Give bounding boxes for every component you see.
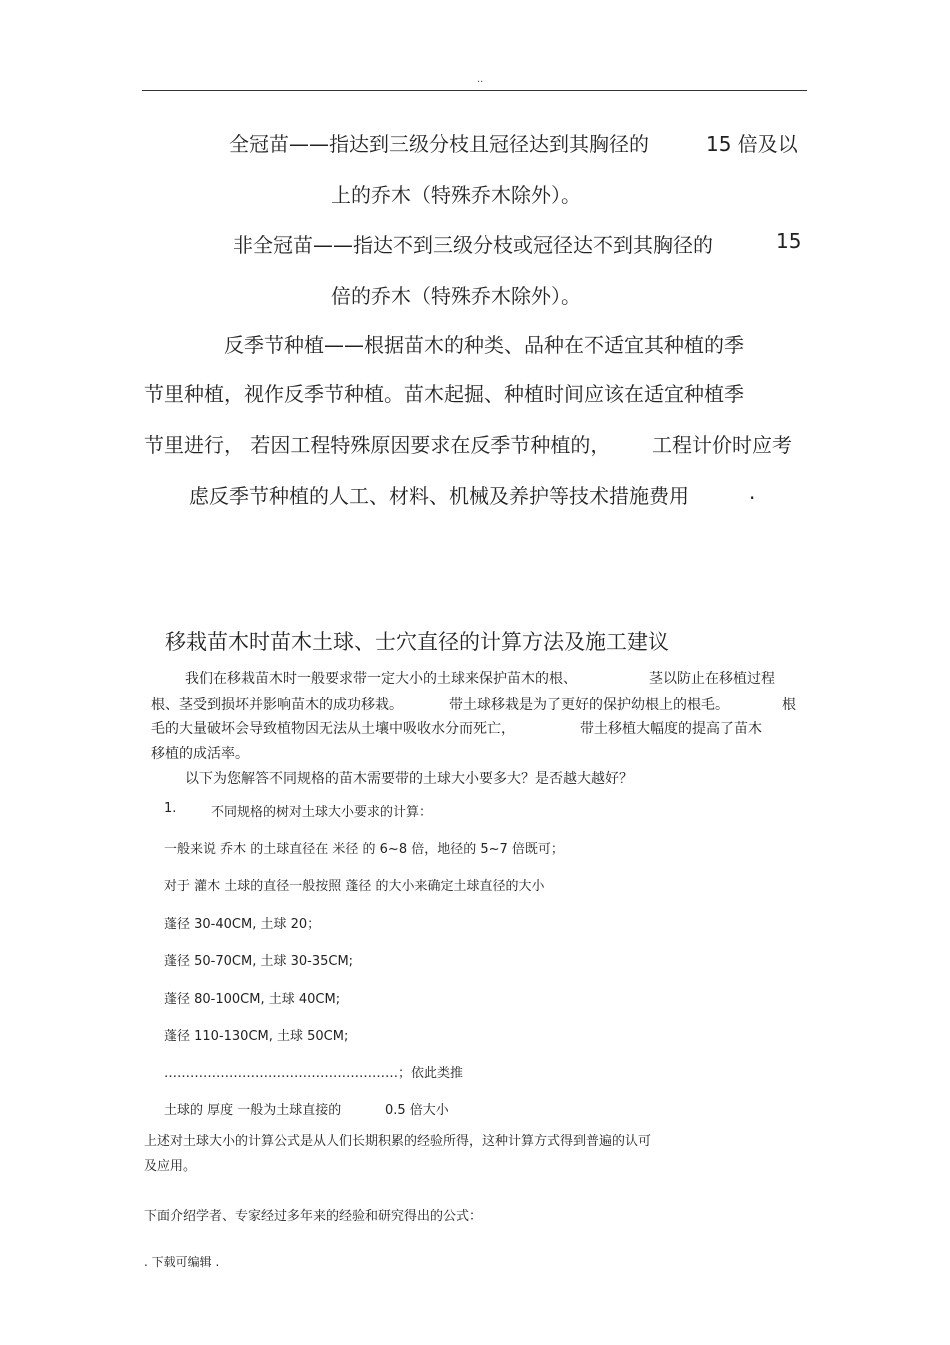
paragraph-line: 移植的成活率。 — [151, 746, 249, 762]
non-full-crown-def: 非全冠苗——指达不到三级分枝或冠径达不到其胸径的 — [233, 233, 713, 257]
full-crown-def: 全冠苗——指达到三级分枝且冠径达到其胸径的 — [229, 132, 649, 156]
paragraph-line: 毛的大量破坏会导致植物因无法从土壤中吸收水分而死亡， — [151, 721, 515, 737]
paragraph-line: 根、茎受到损坏并影响苗木的成功移栽。 — [151, 697, 403, 713]
etc-line: ………………………………………………；依此类推 — [164, 1066, 464, 1081]
full-crown-def-cont: 上的乔木（特殊乔木除外）。 — [331, 183, 581, 207]
shrub-rule-line: 对于 灌木 土球的直径一般按照 蓬径 的大小来确定土球直径的大小 — [164, 879, 545, 894]
paragraph-line: 根 — [782, 697, 796, 713]
thickness-value: 0.5 倍大小 — [385, 1103, 449, 1118]
list-item-text: 不同规格的树对土球大小要求的计算： — [211, 805, 433, 820]
size-row: 蓬径 50-70CM, 土球 30-35CM; — [164, 954, 354, 969]
header-rule — [142, 90, 807, 91]
offseason-def-line1: 反季节种植——根据苗木的种类、品种在不适宜其种植的季 — [224, 333, 744, 357]
paragraph-line: 茎以防止在移植过程 — [649, 671, 775, 687]
paragraph-line: 带土球移栽是为了更好的保护幼根上的根毛。 — [449, 697, 729, 713]
size-row: 蓬径 110-130CM, 土球 50CM; — [164, 1029, 349, 1044]
full-crown-def-value: 15 倍及以 — [706, 132, 798, 156]
summary-line: 及应用。 — [144, 1159, 197, 1174]
offseason-def-line4-end: . — [749, 480, 756, 504]
offseason-def-line3-end: 工程计价时应考 — [652, 433, 792, 457]
size-row: 蓬径 80-100CM, 土球 40CM; — [164, 992, 341, 1007]
question-line: 以下为您解答不同规格的苗木需要带的土球大小要多大？是否越大越好？ — [185, 771, 633, 787]
list-item-number: 1. — [164, 801, 177, 816]
summary-line: 上述对土球大小的计算公式是从人们长期积累的经验所得，这种计算方式得到普遍的认可 — [144, 1134, 652, 1149]
offseason-def-line2: 节里种植，视作反季节种植。苗木起掘、种植时间应该在适宜种植季 — [144, 382, 744, 406]
section-title: 移栽苗木时苗木土球、士穴直径的计算方法及施工建议 — [165, 630, 669, 654]
formula-intro: 下面介绍学者、专家经过多年来的经验和研究得出的公式： — [144, 1209, 483, 1224]
paragraph-line: 我们在移栽苗木时一般要求带一定大小的土球来保护苗木的根、 — [185, 671, 577, 687]
header-dots: .. — [477, 74, 484, 85]
footer-text: . 下载可编辑 . — [144, 1255, 220, 1269]
offseason-def-line3: 节里进行， 若因工程特殊原因要求在反季节种植的， — [144, 433, 611, 457]
size-row: 蓬径 30-40CM, 土球 20； — [164, 917, 321, 932]
thickness-line: 土球的 厚度 一般为土球直接的 — [164, 1103, 342, 1118]
non-full-crown-def-cont: 倍的乔木（特殊乔木除外）。 — [331, 284, 581, 308]
non-full-crown-def-value: 15 — [776, 229, 802, 253]
paragraph-line: 带土移植大幅度的提高了苗木 — [580, 721, 762, 737]
tree-rule-line: 一般来说 乔木 的土球直径在 米径 的 6~8 倍，地径的 5~7 倍既可； — [164, 842, 564, 857]
offseason-def-line4: 虑反季节种植的人工、材料、机械及养护等技术措施费用 — [189, 484, 689, 508]
